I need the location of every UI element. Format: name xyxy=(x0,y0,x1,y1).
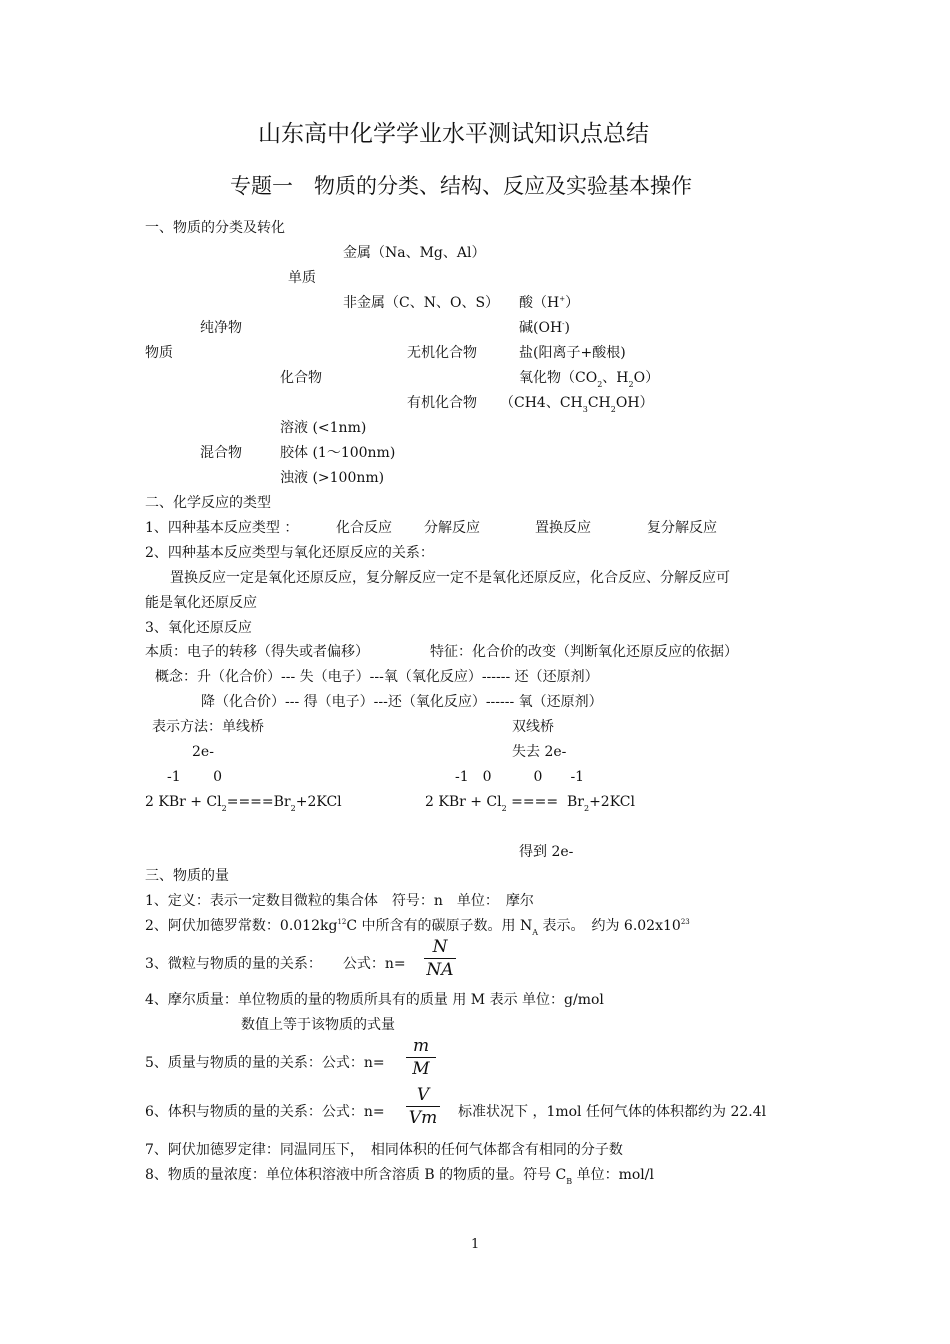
redox-concept-1: 概念：升（化合价）--- 失（电子）---氧（氧化反应）------ 还（还原剂） xyxy=(155,669,599,685)
organic-examples: （CH4、$CH_3CH_2OH$） xyxy=(500,395,654,414)
base-label: 碱(OH-) xyxy=(519,320,570,336)
volume-relation: 6、体积与物质的量的关系：公式：n= xyxy=(145,1104,385,1120)
valence-right: -1 0 0 -1 xyxy=(455,769,585,785)
organic-compound-label: 有机化合物 xyxy=(407,395,477,411)
pure-substance-label: 纯净物 xyxy=(200,320,242,336)
avogadro-constant: 2、阿伏加德罗常数：$0.012kg^{12}C$ 中所含有的碳原子数。用 $N_A$ 表示。 约为 $6.02x10^{23}$ xyxy=(145,918,690,937)
standard-condition-note: 标准状况下 ，1mol 任何气体的体积都约为 22.4l xyxy=(458,1104,767,1120)
text-line: 2、四种基本反应类型与氧化还原反应的关系： xyxy=(145,545,434,561)
solution-label: 溶液 (<1nm) xyxy=(280,420,367,436)
redox-feature: 特征：化合价的改变（判断氧化还原反应的依据） xyxy=(430,644,738,660)
molar-concentration: 8、物质的量浓度：单位体积溶液中所含溶质 B 的物质的量。符号 $C_B$ 单位：mol/l xyxy=(145,1167,654,1186)
metal-label: 金属（Na、Mg、Al） xyxy=(343,245,486,261)
page-subtitle: 专题一 物质的分类、结构、反应及实验基本操作 xyxy=(230,174,692,198)
redox-essence: 本质：电子的转移（得失或者偏移） xyxy=(145,644,369,660)
redox-concept-2: 降（化合价）--- 得（电子）---还（氧化反应）------ 氧（还原剂） xyxy=(201,694,603,710)
reaction-decomposition: 分解反应 xyxy=(424,520,480,536)
text-line: 置换反应一定是氧化还原反应，复分解反应一定不是氧化还原反应，化合反应、分解反应可 xyxy=(170,570,730,586)
nonmetal-label: 非金属（C、N、O、S） xyxy=(343,295,500,311)
suspension-label: 浊液 (>100nm) xyxy=(280,470,385,486)
single-bridge-label: 表示方法：单线桥 xyxy=(152,719,264,735)
reaction-combination: 化合反应 xyxy=(336,520,392,536)
salt-label: 盐(阳离子+酸根) xyxy=(519,345,626,361)
equation-double: 2 KBr + $Cl_2$ ==== $Br_2+2KCl$ xyxy=(425,794,635,813)
element-label: 单质 xyxy=(288,270,316,286)
particle-relation: 3、微粒与物质的量的关系： 公式：n= xyxy=(145,956,406,972)
text-line: 能是氧化还原反应 xyxy=(145,595,257,611)
valence-left: -1 0 xyxy=(167,769,222,785)
section-2-heading: 二、化学反应的类型 xyxy=(145,495,271,511)
electron-gain: 得到 2e- xyxy=(519,844,574,860)
colloid-label: 胶体 (1～100nm) xyxy=(280,445,396,461)
page-title: 山东高中化学学业水平测试知识点总结 xyxy=(258,121,649,147)
molar-mass-note: 数值上等于该物质的式量 xyxy=(241,1017,395,1033)
mole-definition: 1、定义：表示一定数目微粒的集合体 符号：n 单位： 摩尔 xyxy=(145,893,534,909)
compound-label: 化合物 xyxy=(280,370,322,386)
reaction-displacement: 置换反应 xyxy=(535,520,591,536)
reaction-double-displacement: 复分解反应 xyxy=(647,520,717,536)
formula-v-over-vm: V Vm xyxy=(406,1084,440,1129)
avogadro-law: 7、阿伏加德罗定律：同温同压下， 相同体积的任何气体都含有相同的分子数 xyxy=(145,1142,623,1158)
page-number: 1 xyxy=(471,1237,480,1252)
section-1-heading: 一、物质的分类及转化 xyxy=(145,220,285,236)
oxide-label: 氧化物（$CO_2$、$H_2O$） xyxy=(519,370,660,389)
equation-single: 2 KBr + $Cl_2====Br_2+2KCl$ xyxy=(145,794,342,813)
double-bridge-label: 双线桥 xyxy=(512,719,554,735)
acid-label: 酸（H+） xyxy=(519,295,580,311)
formula-n-over-na: N NA xyxy=(424,936,456,981)
text-line: 3、氧化还原反应 xyxy=(145,620,252,636)
formula-m-over-M: m M xyxy=(406,1035,436,1080)
mixture-label: 混合物 xyxy=(200,445,242,461)
reaction-types-label: 1、四种基本反应类型 ： xyxy=(145,520,299,536)
mass-relation: 5、质量与物质的量的关系：公式：n= xyxy=(145,1055,385,1071)
electron-transfer-single: 2e- xyxy=(192,744,214,760)
substance-label: 物质 xyxy=(145,345,173,361)
molar-mass: 4、摩尔质量：单位物质的量的物质所具有的质量 用 M 表示 单位：g/mol xyxy=(145,992,604,1008)
electron-lose: 失去 2e- xyxy=(512,744,567,760)
section-3-heading: 三、物质的量 xyxy=(145,868,229,884)
inorganic-compound-label: 无机化合物 xyxy=(407,345,477,361)
